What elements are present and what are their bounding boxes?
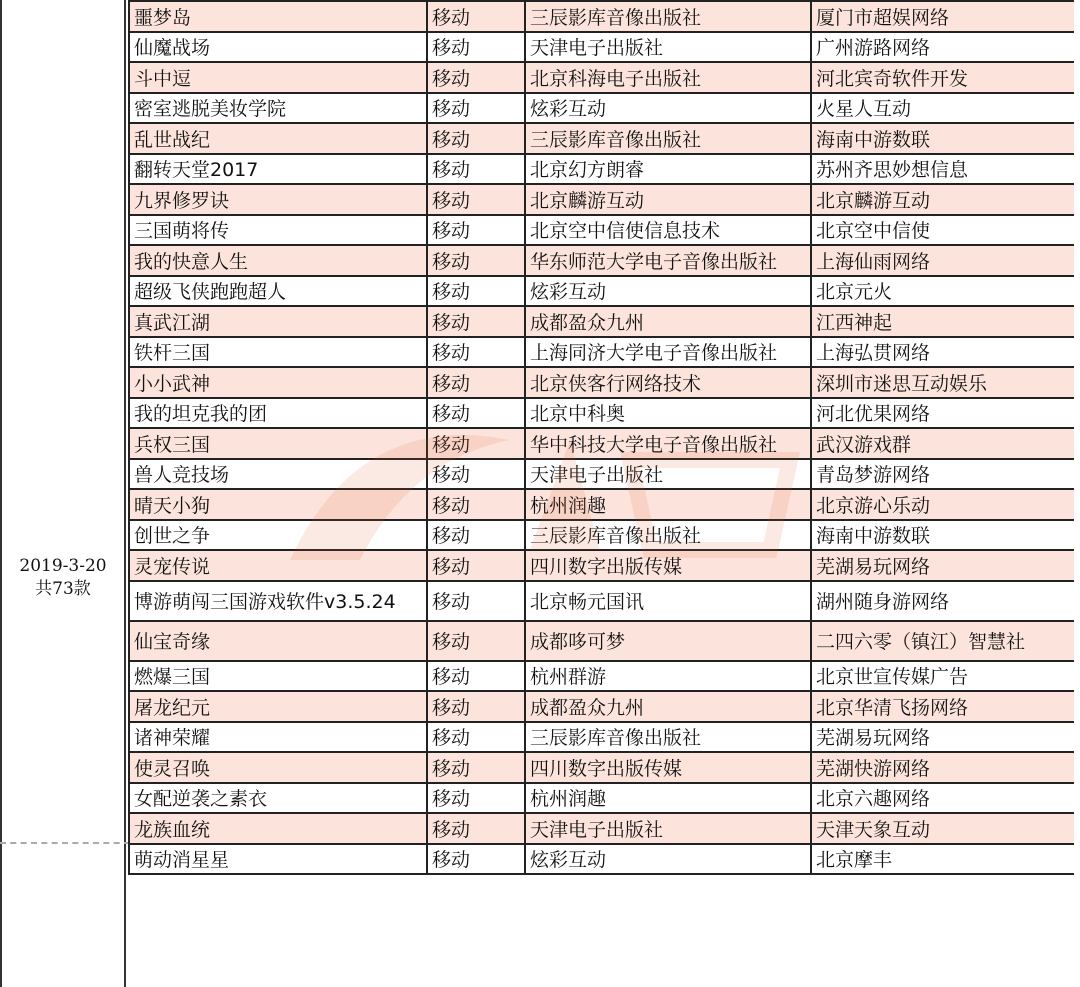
game-name-cell: 我的快意人生 (129, 245, 427, 276)
date-value: 2019-3-20 (19, 556, 107, 576)
publisher-cell: 北京空中信使信息技术 (525, 215, 811, 246)
game-name-cell: 我的坦克我的团 (129, 398, 427, 429)
developer-cell: 北京华清飞扬网络 (811, 691, 1075, 722)
publisher-cell: 三辰影库音像出版社 (525, 1, 811, 32)
game-name-cell: 九界修罗诀 (129, 184, 427, 215)
table-row (129, 813, 1075, 844)
publisher-cell: 四川数字出版传媒 (525, 752, 811, 783)
game-name-cell: 仙魔战场 (129, 32, 427, 63)
table-row (129, 661, 1075, 692)
platform-cell: 移动 (427, 337, 525, 368)
developer-cell: 苏州齐思妙想信息 (811, 154, 1075, 185)
game-name-cell: 铁杆三国 (129, 337, 427, 368)
platform-cell: 移动 (427, 62, 525, 93)
table-row (129, 428, 1075, 459)
publisher-cell: 北京科海电子出版社 (525, 62, 811, 93)
table-row (129, 459, 1075, 490)
publisher-cell: 三辰影库音像出版社 (525, 722, 811, 753)
platform-cell: 移动 (427, 215, 525, 246)
game-name-cell: 斗中逗 (129, 62, 427, 93)
developer-cell: 芜湖易玩网络 (811, 550, 1075, 581)
developer-cell: 江西神起 (811, 306, 1075, 337)
developer-cell: 北京游心乐动 (811, 489, 1075, 520)
publisher-cell: 杭州润趣 (525, 783, 811, 814)
developer-cell: 北京空中信使 (811, 215, 1075, 246)
platform-cell: 移动 (427, 398, 525, 429)
table-row (129, 62, 1075, 93)
publisher-cell: 北京幻方朗睿 (525, 154, 811, 185)
developer-cell: 河北优果网络 (811, 398, 1075, 429)
game-name-cell: 萌动消星星 (129, 844, 427, 875)
table-row (129, 215, 1075, 246)
developer-cell: 北京元火 (811, 276, 1075, 307)
platform-cell: 移动 (427, 844, 525, 875)
publisher-cell: 天津电子出版社 (525, 459, 811, 490)
developer-cell: 芜湖快游网络 (811, 752, 1075, 783)
publisher-cell: 北京侠客行网络技术 (525, 367, 811, 398)
publisher-cell: 杭州群游 (525, 661, 811, 692)
table-row (129, 722, 1075, 753)
publisher-cell: 北京畅元国讯 (525, 581, 811, 621)
page-edge (1074, 0, 1080, 987)
table-row (129, 1, 1075, 32)
platform-cell: 移动 (427, 550, 525, 581)
publisher-cell: 北京中科奥 (525, 398, 811, 429)
table-row (129, 752, 1075, 783)
game-name-cell: 燃爆三国 (129, 661, 427, 692)
developer-cell: 湖州随身游网络 (811, 581, 1075, 621)
developer-cell: 武汉游戏群 (811, 428, 1075, 459)
platform-cell: 移动 (427, 459, 525, 490)
developer-cell: 北京摩丰 (811, 844, 1075, 875)
platform-cell: 移动 (427, 276, 525, 307)
platform-cell: 移动 (427, 722, 525, 753)
game-name-cell: 兽人竞技场 (129, 459, 427, 490)
table-row (129, 367, 1075, 398)
group-divider (0, 842, 130, 844)
publisher-cell: 炫彩互动 (525, 276, 811, 307)
developer-cell: 二四六零（镇江）智慧社 (811, 621, 1075, 661)
publisher-cell: 炫彩互动 (525, 844, 811, 875)
developer-cell: 上海仙雨网络 (811, 245, 1075, 276)
game-name-cell: 翻转天堂2017 (129, 154, 427, 185)
platform-cell: 移动 (427, 367, 525, 398)
platform-cell: 移动 (427, 245, 525, 276)
platform-cell: 移动 (427, 621, 525, 661)
game-name-cell: 创世之争 (129, 520, 427, 551)
publisher-cell: 北京麟游互动 (525, 184, 811, 215)
developer-cell: 火星人互动 (811, 93, 1075, 124)
game-name-cell: 龙族血统 (129, 813, 427, 844)
table-row (129, 123, 1075, 154)
platform-cell: 移动 (427, 32, 525, 63)
platform-cell: 移动 (427, 306, 525, 337)
publisher-cell: 炫彩互动 (525, 93, 811, 124)
publisher-cell: 成都哆可梦 (525, 621, 811, 661)
platform-cell: 移动 (427, 581, 525, 621)
game-name-cell: 晴天小狗 (129, 489, 427, 520)
platform-cell: 移动 (427, 1, 525, 32)
publisher-cell: 三辰影库音像出版社 (525, 123, 811, 154)
table-row (129, 32, 1075, 63)
developer-cell: 广州游路网络 (811, 32, 1075, 63)
platform-cell: 移动 (427, 752, 525, 783)
publisher-cell: 三辰影库音像出版社 (525, 520, 811, 551)
game-name-cell: 兵权三国 (129, 428, 427, 459)
publisher-cell: 华东师范大学电子音像出版社 (525, 245, 811, 276)
publisher-cell: 天津电子出版社 (525, 813, 811, 844)
game-name-cell: 超级飞侠跑跑超人 (129, 276, 427, 307)
game-approval-table (128, 0, 1076, 875)
publisher-cell: 华中科技大学电子音像出版社 (525, 428, 811, 459)
developer-cell: 北京世宣传媒广告 (811, 661, 1075, 692)
developer-cell: 厦门市超娱网络 (811, 1, 1075, 32)
publisher-cell: 上海同济大学电子音像出版社 (525, 337, 811, 368)
game-name-cell: 小小武神 (129, 367, 427, 398)
table-row (129, 93, 1075, 124)
count-value: 共73款 (35, 579, 91, 599)
table-row (129, 154, 1075, 185)
platform-cell: 移动 (427, 93, 525, 124)
game-name-cell: 博游萌闯三国游戏软件v3.5.24 (129, 581, 427, 621)
platform-cell: 移动 (427, 184, 525, 215)
game-name-cell: 使灵召唤 (129, 752, 427, 783)
table-row (129, 306, 1075, 337)
publisher-cell: 成都盈众九州 (525, 306, 811, 337)
table-row (129, 276, 1075, 307)
game-name-cell: 诸神荣耀 (129, 722, 427, 753)
platform-cell: 移动 (427, 661, 525, 692)
publisher-cell: 成都盈众九州 (525, 691, 811, 722)
platform-cell: 移动 (427, 123, 525, 154)
game-name-cell: 真武江湖 (129, 306, 427, 337)
game-name-cell: 密室逃脱美妆学院 (129, 93, 427, 124)
developer-cell: 上海弘贯网络 (811, 337, 1075, 368)
platform-cell: 移动 (427, 813, 525, 844)
table-row (129, 550, 1075, 581)
game-name-cell: 灵宠传说 (129, 550, 427, 581)
table-row (129, 621, 1075, 661)
developer-cell: 天津天象互动 (811, 813, 1075, 844)
platform-cell: 移动 (427, 489, 525, 520)
game-name-cell: 噩梦岛 (129, 1, 427, 32)
table-row (129, 184, 1075, 215)
game-name-cell: 仙宝奇缘 (129, 621, 427, 661)
platform-cell: 移动 (427, 691, 525, 722)
developer-cell: 北京六趣网络 (811, 783, 1075, 814)
game-name-cell: 屠龙纪元 (129, 691, 427, 722)
game-name-cell: 三国萌将传 (129, 215, 427, 246)
table-row (129, 783, 1075, 814)
game-name-cell: 乱世战纪 (129, 123, 427, 154)
table-row (129, 844, 1075, 875)
game-name-cell: 女配逆袭之素衣 (129, 783, 427, 814)
developer-cell: 海南中游数联 (811, 123, 1075, 154)
platform-cell: 移动 (427, 428, 525, 459)
developer-cell: 青岛梦游网络 (811, 459, 1075, 490)
developer-cell: 河北宾奇软件开发 (811, 62, 1075, 93)
publisher-cell: 杭州润趣 (525, 489, 811, 520)
table-row (129, 581, 1075, 621)
publisher-cell: 四川数字出版传媒 (525, 550, 811, 581)
developer-cell: 海南中游数联 (811, 520, 1075, 551)
developer-cell: 深圳市迷思互动娱乐 (811, 367, 1075, 398)
platform-cell: 移动 (427, 154, 525, 185)
developer-cell: 芜湖易玩网络 (811, 722, 1075, 753)
table-row (129, 398, 1075, 429)
platform-cell: 移动 (427, 520, 525, 551)
table-row (129, 337, 1075, 368)
publisher-cell: 天津电子出版社 (525, 32, 811, 63)
developer-cell: 北京麟游互动 (811, 184, 1075, 215)
date-column (0, 0, 126, 987)
table-row (129, 245, 1075, 276)
table-row (129, 489, 1075, 520)
date-group-label (2, 555, 124, 601)
table-row (129, 691, 1075, 722)
table-row (129, 520, 1075, 551)
platform-cell: 移动 (427, 783, 525, 814)
